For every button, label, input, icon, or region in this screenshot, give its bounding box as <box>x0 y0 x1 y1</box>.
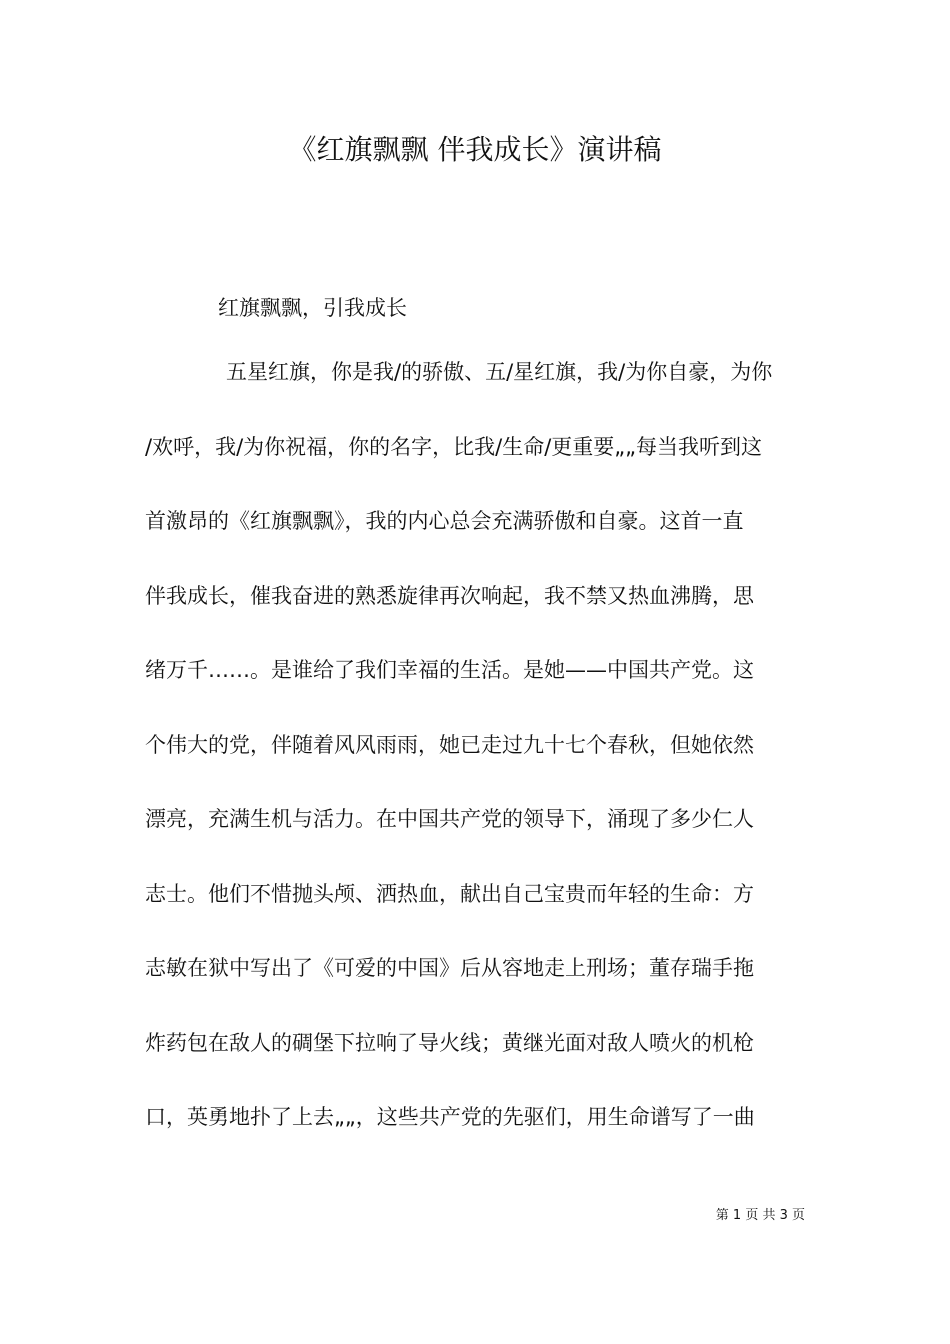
document-title: 《红旗飘飘 伴我成长》演讲稿 <box>288 133 662 166</box>
body-line: 志敏在狱中写出了《可爱的中国》后从容地走上刑场；董存瑞手拖 <box>145 956 754 980</box>
body-line: 五星红旗，你是我/的骄傲、五/星红旗，我/为你自豪，为你 <box>226 360 773 384</box>
body-line: 首激昂的《红旗飘飘》，我的内心总会充满骄傲和自豪。这首一直 <box>145 509 744 533</box>
body-line: 绪万千……。是谁给了我们幸福的生活。是她——中国共产党。这 <box>145 658 754 682</box>
section-subtitle: 红旗飘飘，引我成长 <box>218 296 407 320</box>
body-line: 漂亮，充满生机与活力。在中国共产党的领导下，涌现了多少仁人 <box>145 807 754 831</box>
body-line: /欢呼，我/为你祝福，你的名字，比我/生命/更重要„„每当我听到这 <box>145 435 763 459</box>
body-line: 个伟大的党，伴随着风风雨雨，她已走过九十七个春秋，但她依然 <box>145 733 754 757</box>
body-line: 伴我成长，催我奋进的熟悉旋律再次响起，我不禁又热血沸腾，思 <box>145 584 754 608</box>
body-line: 口，英勇地扑了上去„„，这些共产党的先驱们，用生命谱写了一曲 <box>145 1105 755 1129</box>
page-number-footer: 第 1 页 共 3 页 <box>715 1208 805 1223</box>
body-line: 志士。他们不惜抛头颅、洒热血，献出自己宝贵而年轻的生命：方 <box>145 882 754 906</box>
body-line: 炸药包在敌人的碉堡下拉响了导火线；黄继光面对敌人喷火的机枪 <box>145 1031 754 1055</box>
